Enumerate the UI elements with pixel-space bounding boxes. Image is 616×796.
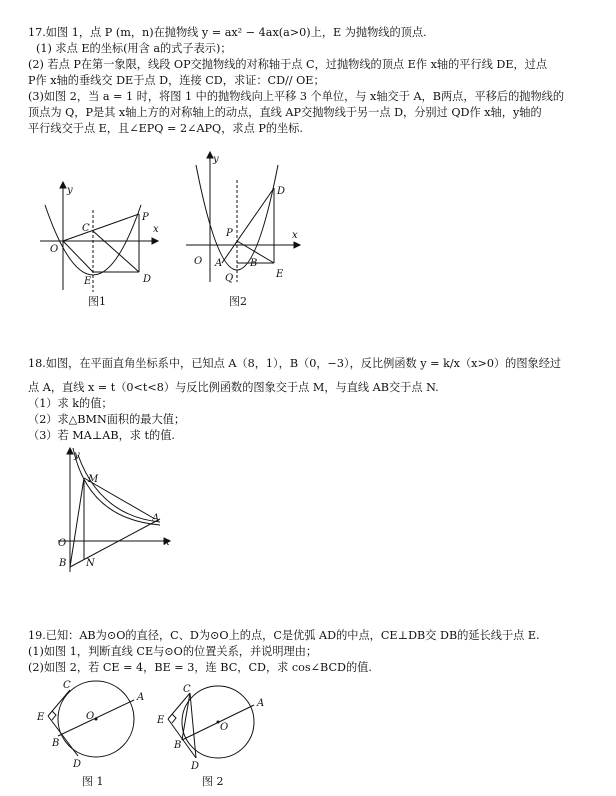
- q19-f1-d-label: D: [73, 759, 82, 770]
- fig2-q-label: Q: [225, 273, 234, 284]
- q19-figure-2-caption: 图 2: [202, 775, 224, 788]
- q19-f2-o-label: O: [220, 722, 229, 733]
- q19-f2-b-label: B: [174, 740, 182, 751]
- q18-o-label: O: [58, 538, 67, 549]
- q17-line-7: 平行线交于点 E，且∠EPQ = 2∠APQ，求点 P的坐标.: [28, 122, 303, 135]
- q18-b-label: B: [59, 558, 67, 569]
- fig2-a-label: A: [215, 258, 223, 269]
- q18-line-3: （1）求 k的值；: [28, 397, 113, 410]
- q19-line-2: (1)如图 1，判断直线 CE与⊙O的位置关系，并说明理由；: [28, 645, 318, 658]
- fig1-c-label: C: [82, 223, 90, 234]
- q17-line-2: (1) 求点 E的坐标(用含 a的式子表示)；: [36, 42, 232, 55]
- fig2-y-label: y: [213, 154, 219, 165]
- q17-line-4: P作 x轴的垂线交 DE于点 D，连接 CD，求证：CD// OE；: [28, 74, 325, 87]
- q19-f1-b-label: B: [52, 738, 60, 749]
- q19-line-1: 19.已知：AB为⊙O的直径，C、D为⊙O上的点，C是优弧 AD的中点，CE⊥DB交 DB的延长线于点 E.: [28, 629, 540, 642]
- q18-y-label: y: [74, 450, 80, 461]
- q19-f1-o-label: O: [86, 711, 95, 722]
- q18-m-label: M: [88, 474, 99, 485]
- q19-f2-d-label: D: [191, 761, 200, 772]
- q19-f1-a-label: A: [137, 692, 145, 703]
- q18-x-label: x: [164, 537, 170, 548]
- q18-n-label: N: [86, 558, 95, 569]
- fig2-b-label: B: [250, 258, 258, 269]
- q17-line-3: (2) 若点 P在第一象限，线段 OP交抛物线的对称轴于点 C，过抛物线的顶点 E作 x轴的平行线 DE，过点: [28, 58, 548, 71]
- segment-bc: [182, 693, 190, 740]
- q19-f2-c-label: C: [183, 684, 191, 695]
- q17-line-6: 顶点为 Q，P是其 x轴上方的对称轴上的动点，直线 AP交抛物线于另一点 D，分别过 QD作 x轴，y轴的: [28, 106, 542, 119]
- q19-line-3: (2)如图 2，若 CE = 4，BE = 3，连 BC，CD，求 cos∠BCD的值.: [28, 661, 372, 674]
- fig1-y-label: y: [67, 185, 73, 196]
- q17-line-1: 17.如图 1，点 P (m，n)在抛物线 y = ax² − 4ax(a>0)上，E 为抛物线的顶点.: [28, 26, 427, 39]
- q19-figure-1-caption: 图 1: [82, 775, 104, 788]
- q19-f2-a-label: A: [257, 698, 265, 709]
- fig2-e-label: E: [276, 269, 284, 280]
- fig1-e-label: E: [84, 276, 92, 287]
- q17-figure-2-caption: 图2: [229, 295, 247, 308]
- q19-f1-c-label: C: [63, 680, 71, 691]
- fig2-p-label: P: [226, 228, 233, 239]
- q17-line-5: (3)如图 2，当 a = 1 时，将图 1 中的抛物线向上平移 3 个单位，与 x轴交于 A，B两点，平移后的抛物线的: [28, 90, 565, 103]
- fig2-d-label: D: [277, 186, 286, 197]
- q17-figure-1-caption: 图1: [88, 295, 106, 308]
- fig1-p-label: P: [142, 212, 149, 223]
- right-angle-mark: [172, 714, 176, 723]
- q18-a-label: A: [152, 513, 160, 524]
- q19-f2-e-label: E: [157, 715, 165, 726]
- fig2-x-label: x: [292, 230, 298, 241]
- fig1-o-label: O: [50, 244, 59, 255]
- q18-line-2: 点 A，直线 x = t（0<t<8）与反比例函数的图象交于点 M，与直线 AB交于点 N.: [28, 381, 439, 394]
- q18-line-4: （2）求△BMN面积的最大值；: [28, 413, 186, 426]
- fig1-x-label: x: [153, 224, 159, 235]
- q18-line-1: 18.如图，在平面直角坐标系中，已知点 A（8，1），B（0，−3），反比例函数 y = k/x（x>0）的图象经过: [28, 357, 562, 370]
- q18-line-5: （3）若 MA⊥AB，求 t的值.: [28, 429, 175, 442]
- fig2-o-label: O: [194, 256, 203, 267]
- q19-f1-e-label: E: [37, 712, 45, 723]
- fig1-d-label: D: [143, 274, 152, 285]
